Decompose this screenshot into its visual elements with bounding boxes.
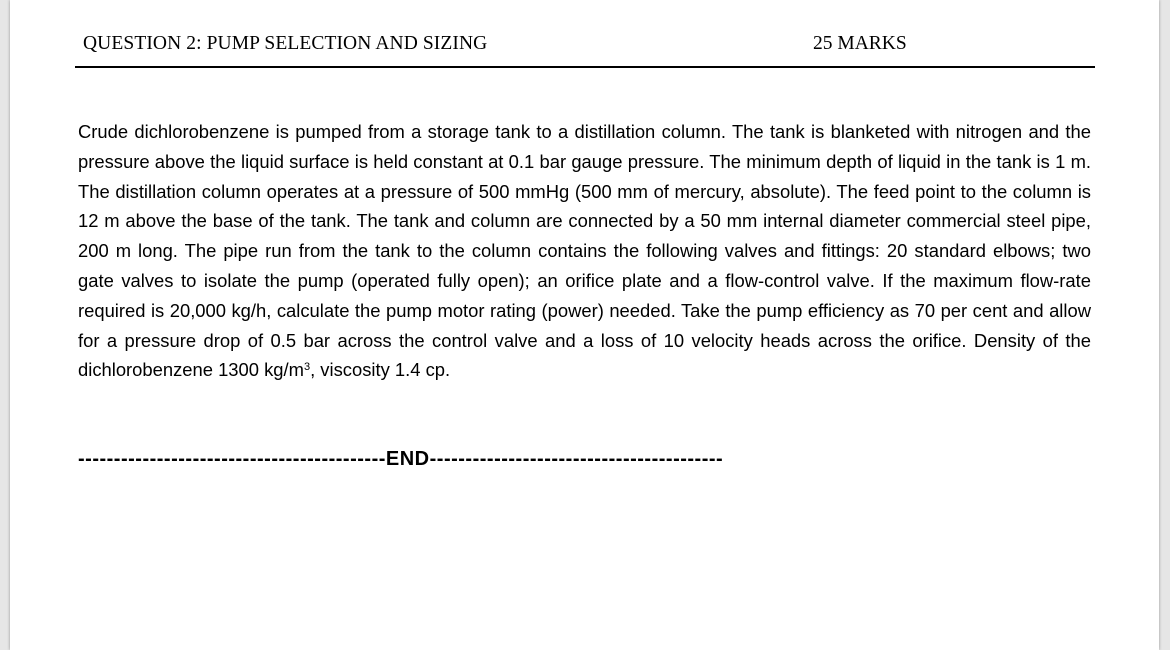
problem-text: Crude dichlorobenzene is pumped from a storage tank to a distillation column. The tank is blanketed with nitrogen and the pressure above the liquid surface is held constant at 0.1 bar gauge pressure. The minimum depth of liquid in the tank is 1 m. The distillation column operates at a pressure of 500 mmHg (500 mm of mercury, absolute). The feed point to the column is 12 m above the base of the tank. The tank and column are connected by a 50 mm internal diameter commercial steel pipe, 200 m long. The pipe run from the tank to the column contains the following valves and fittings: 20 standard elbows; two gate valves to isolate the pump (operated fully open); an orifice plate and a flow-control valve. If the maximum flow-rate required is 20,000 kg/h, calculate the pump motor rating (power) needed. Take the pump efficiency as 70 per cent and allow for a pressure drop of 0.5 bar across the control valve and a loss of 10 velocity heads across the orifice. Density of the dichlorobenzene 1300 kg/m — [78, 121, 1091, 381]
problem-text-tail: , viscosity 1.4 cp. — [310, 359, 451, 381]
density-unit-exponent: 3 — [303, 361, 311, 374]
document-page — [10, 0, 1159, 650]
problem-statement — [78, 117, 1091, 385]
question-header — [75, 32, 1095, 68]
end-marker — [78, 448, 1078, 471]
question-title: QUESTION 2: PUMP SELECTION AND SIZING — [83, 33, 488, 54]
end-label: END — [385, 448, 430, 470]
end-dashes-right: ----------------------------------------- — [429, 448, 724, 470]
question-marks: 25 MARKS — [813, 33, 907, 54]
end-dashes-left: ------------------------------------------- — [78, 448, 386, 470]
